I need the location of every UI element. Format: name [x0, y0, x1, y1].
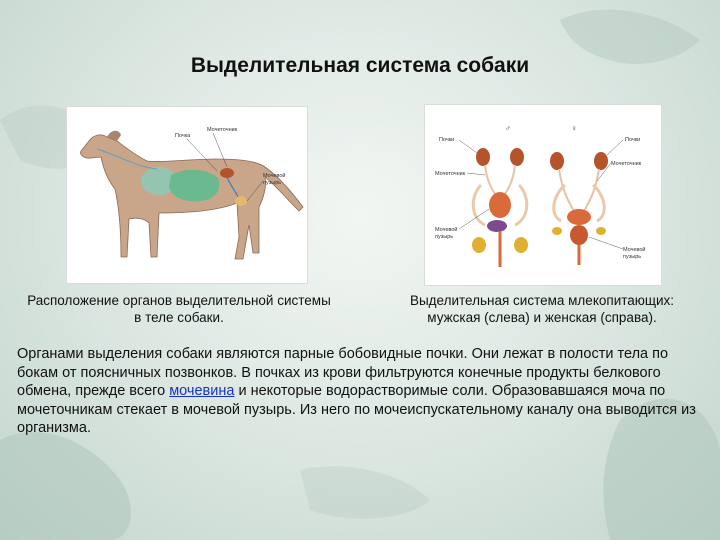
label-kidney: Почка: [175, 133, 191, 139]
male-testis-right: [514, 237, 528, 253]
label-ureter-left: Мочеточник: [435, 171, 466, 177]
label-kidneys-left: Почки: [439, 137, 455, 143]
male-kidney-right: [510, 148, 524, 166]
body-paragraph: [17, 345, 705, 438]
right-caption-line1: Выделительная система млекопитающих:: [409, 293, 675, 308]
label-bladder-left-bottom: пузырь: [435, 234, 454, 240]
male-bladder: [489, 192, 511, 218]
slide-title: Выделительная система собаки: [190, 54, 530, 77]
label-bladder-right-bottom: пузырь: [623, 254, 642, 260]
male-testis-left: [472, 237, 486, 253]
female-kidney-left: [550, 152, 564, 170]
male-kidney-left: [476, 148, 490, 166]
mammal-illustration: [425, 105, 661, 285]
intestine-organ: [169, 170, 219, 201]
left-caption-line2: в теле собаки.: [134, 310, 224, 325]
female-uterus: [567, 209, 591, 225]
urea-link[interactable]: мочевина: [169, 383, 235, 399]
body-text-after-link: и некоторые водорастворимые соли. Образовавшаяся моча по мочеточникам стекает в мочевой пузырь. Из него по мочеиспускательному каналу она выводится из организма.: [17, 383, 696, 436]
label-ureter: Мочеточник: [207, 127, 238, 133]
label-kidneys-right: Почки: [625, 137, 641, 143]
right-caption-line2: мужская (слева) и женская (справа).: [427, 310, 657, 325]
female-kidney-right: [594, 152, 608, 170]
kidney-organ: [220, 168, 234, 178]
dog-illustration: [67, 107, 307, 283]
dog-excretory-figure: [66, 106, 308, 284]
label-bladder-right-top: Мочевой: [623, 247, 646, 253]
male-prostate: [487, 220, 507, 232]
label-bladder-bottom: пузырь: [263, 180, 282, 186]
bladder-organ: [235, 196, 247, 206]
left-figure-caption: [14, 292, 344, 326]
mammal-excretory-figure: [424, 104, 662, 286]
right-figure-caption: [384, 292, 700, 326]
male-symbol: ♂: [505, 124, 511, 133]
female-bladder: [570, 225, 588, 245]
female-symbol: ♀: [571, 124, 577, 133]
label-bladder-top: Мочевой: [263, 173, 286, 179]
left-caption-line1: Расположение органов выделительной системы: [27, 293, 331, 308]
label-bladder-left-top: Мочевой: [435, 227, 458, 233]
body-text-before-link: Органами выделения собаки являются парные бобовидные почки. Они лежат в полости тела по бокам от поясничных позвонков. В почках из крови фильтруются конечные продукты белкового обмена, прежде всего: [17, 346, 669, 399]
label-ureter-right: Мочеточник: [611, 161, 642, 167]
